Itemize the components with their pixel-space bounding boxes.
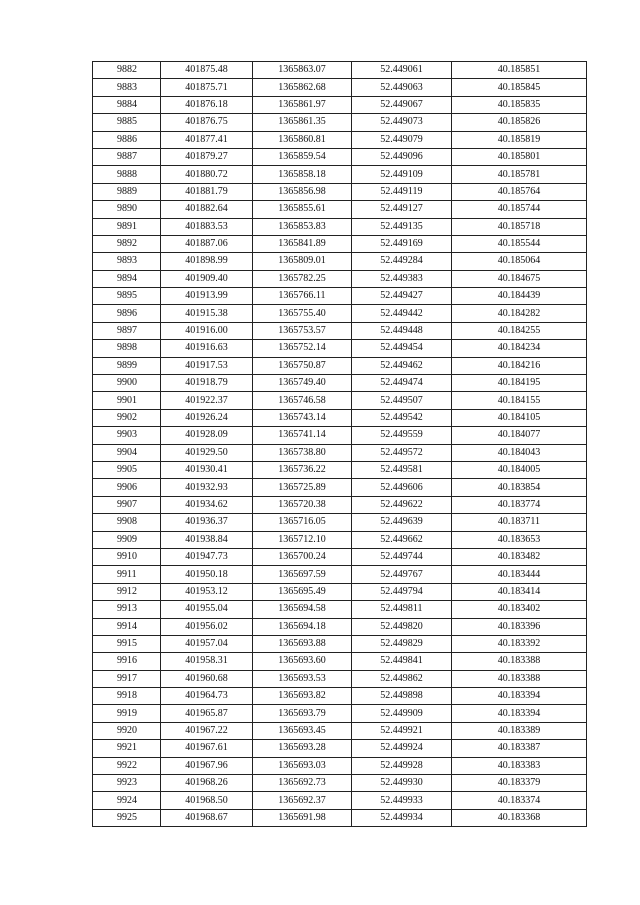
table-row xyxy=(93,601,587,618)
longitude-cell: 40.183482 xyxy=(452,548,587,565)
y-coordinate-cell: 1365855.61 xyxy=(253,201,352,218)
x-coordinate-cell: 401968.26 xyxy=(161,775,253,792)
coordinates-table xyxy=(92,61,587,827)
table-row xyxy=(93,253,587,270)
longitude-cell: 40.183392 xyxy=(452,635,587,652)
longitude-cell: 40.183414 xyxy=(452,583,587,600)
longitude-cell: 40.183653 xyxy=(452,531,587,548)
longitude-cell: 40.183388 xyxy=(452,653,587,670)
y-coordinate-cell: 1365752.14 xyxy=(253,340,352,357)
y-coordinate-cell: 1365738.80 xyxy=(253,444,352,461)
latitude-cell: 52.449794 xyxy=(352,583,452,600)
x-coordinate-cell: 401875.48 xyxy=(161,62,253,79)
table-row xyxy=(93,375,587,392)
longitude-cell: 40.185544 xyxy=(452,235,587,252)
longitude-cell: 40.184234 xyxy=(452,340,587,357)
y-coordinate-cell: 1365693.53 xyxy=(253,670,352,687)
table-row xyxy=(93,201,587,218)
x-coordinate-cell: 401922.37 xyxy=(161,392,253,409)
longitude-cell: 40.184195 xyxy=(452,375,587,392)
table-row xyxy=(93,740,587,757)
y-coordinate-cell: 1365856.98 xyxy=(253,183,352,200)
y-coordinate-cell: 1365693.28 xyxy=(253,740,352,757)
longitude-cell: 40.183388 xyxy=(452,670,587,687)
table-row xyxy=(93,340,587,357)
longitude-cell: 40.183444 xyxy=(452,566,587,583)
point-number-cell: 9887 xyxy=(93,148,161,165)
table-row xyxy=(93,757,587,774)
table-row xyxy=(93,392,587,409)
x-coordinate-cell: 401968.67 xyxy=(161,809,253,826)
point-number-cell: 9891 xyxy=(93,218,161,235)
latitude-cell: 52.449169 xyxy=(352,235,452,252)
point-number-cell: 9885 xyxy=(93,114,161,131)
point-number-cell: 9908 xyxy=(93,514,161,531)
longitude-cell: 40.184216 xyxy=(452,357,587,374)
y-coordinate-cell: 1365693.45 xyxy=(253,722,352,739)
latitude-cell: 52.449061 xyxy=(352,62,452,79)
x-coordinate-cell: 401947.73 xyxy=(161,548,253,565)
latitude-cell: 52.449581 xyxy=(352,461,452,478)
longitude-cell: 40.185764 xyxy=(452,183,587,200)
latitude-cell: 52.449067 xyxy=(352,96,452,113)
table-row xyxy=(93,79,587,96)
table-row xyxy=(93,583,587,600)
table-row xyxy=(93,479,587,496)
latitude-cell: 52.449622 xyxy=(352,496,452,513)
x-coordinate-cell: 401957.04 xyxy=(161,635,253,652)
point-number-cell: 9909 xyxy=(93,531,161,548)
y-coordinate-cell: 1365755.40 xyxy=(253,305,352,322)
y-coordinate-cell: 1365693.88 xyxy=(253,635,352,652)
y-coordinate-cell: 1365863.07 xyxy=(253,62,352,79)
point-number-cell: 9905 xyxy=(93,461,161,478)
longitude-cell: 40.183387 xyxy=(452,740,587,757)
latitude-cell: 52.449542 xyxy=(352,409,452,426)
table-row xyxy=(93,514,587,531)
table-row xyxy=(93,357,587,374)
y-coordinate-cell: 1365861.97 xyxy=(253,96,352,113)
y-coordinate-cell: 1365841.89 xyxy=(253,235,352,252)
point-number-cell: 9916 xyxy=(93,653,161,670)
latitude-cell: 52.449079 xyxy=(352,131,452,148)
longitude-cell: 40.183394 xyxy=(452,705,587,722)
latitude-cell: 52.449924 xyxy=(352,740,452,757)
latitude-cell: 52.449930 xyxy=(352,775,452,792)
longitude-cell: 40.183774 xyxy=(452,496,587,513)
x-coordinate-cell: 401880.72 xyxy=(161,166,253,183)
point-number-cell: 9903 xyxy=(93,427,161,444)
point-number-cell: 9906 xyxy=(93,479,161,496)
table-row xyxy=(93,270,587,287)
table-row xyxy=(93,670,587,687)
table-row xyxy=(93,409,587,426)
point-number-cell: 9889 xyxy=(93,183,161,200)
y-coordinate-cell: 1365859.54 xyxy=(253,148,352,165)
table-row xyxy=(93,444,587,461)
latitude-cell: 52.449559 xyxy=(352,427,452,444)
latitude-cell: 52.449507 xyxy=(352,392,452,409)
point-number-cell: 9919 xyxy=(93,705,161,722)
y-coordinate-cell: 1365712.10 xyxy=(253,531,352,548)
longitude-cell: 40.183394 xyxy=(452,688,587,705)
table-row xyxy=(93,131,587,148)
longitude-cell: 40.185718 xyxy=(452,218,587,235)
x-coordinate-cell: 401934.62 xyxy=(161,496,253,513)
point-number-cell: 9888 xyxy=(93,166,161,183)
point-number-cell: 9897 xyxy=(93,322,161,339)
x-coordinate-cell: 401967.96 xyxy=(161,757,253,774)
y-coordinate-cell: 1365736.22 xyxy=(253,461,352,478)
point-number-cell: 9915 xyxy=(93,635,161,652)
latitude-cell: 52.449841 xyxy=(352,653,452,670)
y-coordinate-cell: 1365700.24 xyxy=(253,548,352,565)
longitude-cell: 40.183383 xyxy=(452,757,587,774)
point-number-cell: 9923 xyxy=(93,775,161,792)
point-number-cell: 9883 xyxy=(93,79,161,96)
longitude-cell: 40.185845 xyxy=(452,79,587,96)
y-coordinate-cell: 1365741.14 xyxy=(253,427,352,444)
longitude-cell: 40.185744 xyxy=(452,201,587,218)
latitude-cell: 52.449921 xyxy=(352,722,452,739)
table-row xyxy=(93,688,587,705)
longitude-cell: 40.183374 xyxy=(452,792,587,809)
x-coordinate-cell: 401967.22 xyxy=(161,722,253,739)
x-coordinate-cell: 401877.41 xyxy=(161,131,253,148)
longitude-cell: 40.185835 xyxy=(452,96,587,113)
y-coordinate-cell: 1365694.18 xyxy=(253,618,352,635)
x-coordinate-cell: 401964.73 xyxy=(161,688,253,705)
latitude-cell: 52.449462 xyxy=(352,357,452,374)
latitude-cell: 52.449606 xyxy=(352,479,452,496)
x-coordinate-cell: 401887.06 xyxy=(161,235,253,252)
point-number-cell: 9886 xyxy=(93,131,161,148)
point-number-cell: 9912 xyxy=(93,583,161,600)
y-coordinate-cell: 1365716.05 xyxy=(253,514,352,531)
point-number-cell: 9922 xyxy=(93,757,161,774)
y-coordinate-cell: 1365862.68 xyxy=(253,79,352,96)
table-row xyxy=(93,322,587,339)
point-number-cell: 9902 xyxy=(93,409,161,426)
latitude-cell: 52.449862 xyxy=(352,670,452,687)
x-coordinate-cell: 401950.18 xyxy=(161,566,253,583)
table-row xyxy=(93,235,587,252)
point-number-cell: 9914 xyxy=(93,618,161,635)
table-row xyxy=(93,166,587,183)
latitude-cell: 52.449109 xyxy=(352,166,452,183)
latitude-cell: 52.449135 xyxy=(352,218,452,235)
y-coordinate-cell: 1365693.79 xyxy=(253,705,352,722)
table-row xyxy=(93,496,587,513)
table-row xyxy=(93,183,587,200)
latitude-cell: 52.449474 xyxy=(352,375,452,392)
longitude-cell: 40.184255 xyxy=(452,322,587,339)
point-number-cell: 9913 xyxy=(93,601,161,618)
x-coordinate-cell: 401967.61 xyxy=(161,740,253,757)
latitude-cell: 52.449383 xyxy=(352,270,452,287)
point-number-cell: 9911 xyxy=(93,566,161,583)
point-number-cell: 9900 xyxy=(93,375,161,392)
point-number-cell: 9895 xyxy=(93,288,161,305)
longitude-cell: 40.185819 xyxy=(452,131,587,148)
point-number-cell: 9920 xyxy=(93,722,161,739)
latitude-cell: 52.449767 xyxy=(352,566,452,583)
latitude-cell: 52.449448 xyxy=(352,322,452,339)
point-number-cell: 9892 xyxy=(93,235,161,252)
point-number-cell: 9894 xyxy=(93,270,161,287)
y-coordinate-cell: 1365853.83 xyxy=(253,218,352,235)
y-coordinate-cell: 1365860.81 xyxy=(253,131,352,148)
table-row xyxy=(93,635,587,652)
point-number-cell: 9917 xyxy=(93,670,161,687)
x-coordinate-cell: 401953.12 xyxy=(161,583,253,600)
table-row xyxy=(93,461,587,478)
table-row xyxy=(93,618,587,635)
table-row xyxy=(93,288,587,305)
point-number-cell: 9924 xyxy=(93,792,161,809)
latitude-cell: 52.449442 xyxy=(352,305,452,322)
y-coordinate-cell: 1365750.87 xyxy=(253,357,352,374)
y-coordinate-cell: 1365693.03 xyxy=(253,757,352,774)
point-number-cell: 9904 xyxy=(93,444,161,461)
x-coordinate-cell: 401883.53 xyxy=(161,218,253,235)
longitude-cell: 40.183389 xyxy=(452,722,587,739)
x-coordinate-cell: 401909.40 xyxy=(161,270,253,287)
table-row xyxy=(93,722,587,739)
point-number-cell: 9910 xyxy=(93,548,161,565)
latitude-cell: 52.449820 xyxy=(352,618,452,635)
x-coordinate-cell: 401875.71 xyxy=(161,79,253,96)
longitude-cell: 40.183379 xyxy=(452,775,587,792)
y-coordinate-cell: 1365693.60 xyxy=(253,653,352,670)
x-coordinate-cell: 401965.87 xyxy=(161,705,253,722)
y-coordinate-cell: 1365693.82 xyxy=(253,688,352,705)
longitude-cell: 40.184675 xyxy=(452,270,587,287)
table-row xyxy=(93,775,587,792)
x-coordinate-cell: 401926.24 xyxy=(161,409,253,426)
latitude-cell: 52.449744 xyxy=(352,548,452,565)
table-row xyxy=(93,62,587,79)
longitude-cell: 40.184005 xyxy=(452,461,587,478)
point-number-cell: 9893 xyxy=(93,253,161,270)
latitude-cell: 52.449572 xyxy=(352,444,452,461)
table-row xyxy=(93,218,587,235)
longitude-cell: 40.185064 xyxy=(452,253,587,270)
latitude-cell: 52.449928 xyxy=(352,757,452,774)
x-coordinate-cell: 401955.04 xyxy=(161,601,253,618)
longitude-cell: 40.183396 xyxy=(452,618,587,635)
table-row xyxy=(93,114,587,131)
longitude-cell: 40.185826 xyxy=(452,114,587,131)
x-coordinate-cell: 401916.00 xyxy=(161,322,253,339)
point-number-cell: 9918 xyxy=(93,688,161,705)
x-coordinate-cell: 401882.64 xyxy=(161,201,253,218)
y-coordinate-cell: 1365725.89 xyxy=(253,479,352,496)
longitude-cell: 40.184043 xyxy=(452,444,587,461)
y-coordinate-cell: 1365692.37 xyxy=(253,792,352,809)
latitude-cell: 52.449454 xyxy=(352,340,452,357)
table-row xyxy=(93,809,587,826)
table-row xyxy=(93,705,587,722)
x-coordinate-cell: 401881.79 xyxy=(161,183,253,200)
latitude-cell: 52.449829 xyxy=(352,635,452,652)
point-number-cell: 9896 xyxy=(93,305,161,322)
point-number-cell: 9890 xyxy=(93,201,161,218)
latitude-cell: 52.449662 xyxy=(352,531,452,548)
point-number-cell: 9899 xyxy=(93,357,161,374)
x-coordinate-cell: 401898.99 xyxy=(161,253,253,270)
point-number-cell: 9907 xyxy=(93,496,161,513)
latitude-cell: 52.449909 xyxy=(352,705,452,722)
longitude-cell: 40.185851 xyxy=(452,62,587,79)
coordinates-table-body xyxy=(93,62,587,827)
table-row xyxy=(93,427,587,444)
y-coordinate-cell: 1365782.25 xyxy=(253,270,352,287)
point-number-cell: 9901 xyxy=(93,392,161,409)
longitude-cell: 40.183854 xyxy=(452,479,587,496)
latitude-cell: 52.449073 xyxy=(352,114,452,131)
latitude-cell: 52.449898 xyxy=(352,688,452,705)
latitude-cell: 52.449427 xyxy=(352,288,452,305)
table-row xyxy=(93,548,587,565)
x-coordinate-cell: 401960.68 xyxy=(161,670,253,687)
y-coordinate-cell: 1365861.35 xyxy=(253,114,352,131)
y-coordinate-cell: 1365753.57 xyxy=(253,322,352,339)
x-coordinate-cell: 401915.38 xyxy=(161,305,253,322)
x-coordinate-cell: 401930.41 xyxy=(161,461,253,478)
y-coordinate-cell: 1365692.73 xyxy=(253,775,352,792)
y-coordinate-cell: 1365691.98 xyxy=(253,809,352,826)
y-coordinate-cell: 1365858.18 xyxy=(253,166,352,183)
longitude-cell: 40.185801 xyxy=(452,148,587,165)
x-coordinate-cell: 401929.50 xyxy=(161,444,253,461)
x-coordinate-cell: 401913.99 xyxy=(161,288,253,305)
longitude-cell: 40.184105 xyxy=(452,409,587,426)
longitude-cell: 40.185781 xyxy=(452,166,587,183)
x-coordinate-cell: 401938.84 xyxy=(161,531,253,548)
x-coordinate-cell: 401956.02 xyxy=(161,618,253,635)
point-number-cell: 9884 xyxy=(93,96,161,113)
longitude-cell: 40.184077 xyxy=(452,427,587,444)
y-coordinate-cell: 1365809.01 xyxy=(253,253,352,270)
y-coordinate-cell: 1365720.38 xyxy=(253,496,352,513)
y-coordinate-cell: 1365697.59 xyxy=(253,566,352,583)
point-number-cell: 9921 xyxy=(93,740,161,757)
latitude-cell: 52.449639 xyxy=(352,514,452,531)
latitude-cell: 52.449119 xyxy=(352,183,452,200)
latitude-cell: 52.449933 xyxy=(352,792,452,809)
table-row xyxy=(93,566,587,583)
table-row xyxy=(93,96,587,113)
x-coordinate-cell: 401916.63 xyxy=(161,340,253,357)
x-coordinate-cell: 401879.27 xyxy=(161,148,253,165)
x-coordinate-cell: 401932.93 xyxy=(161,479,253,496)
x-coordinate-cell: 401928.09 xyxy=(161,427,253,444)
latitude-cell: 52.449096 xyxy=(352,148,452,165)
x-coordinate-cell: 401876.18 xyxy=(161,96,253,113)
table-row xyxy=(93,305,587,322)
longitude-cell: 40.183402 xyxy=(452,601,587,618)
x-coordinate-cell: 401968.50 xyxy=(161,792,253,809)
latitude-cell: 52.449811 xyxy=(352,601,452,618)
x-coordinate-cell: 401876.75 xyxy=(161,114,253,131)
y-coordinate-cell: 1365749.40 xyxy=(253,375,352,392)
y-coordinate-cell: 1365766.11 xyxy=(253,288,352,305)
x-coordinate-cell: 401918.79 xyxy=(161,375,253,392)
point-number-cell: 9898 xyxy=(93,340,161,357)
longitude-cell: 40.184155 xyxy=(452,392,587,409)
table-row xyxy=(93,148,587,165)
longitude-cell: 40.183711 xyxy=(452,514,587,531)
table-row xyxy=(93,531,587,548)
y-coordinate-cell: 1365743.14 xyxy=(253,409,352,426)
x-coordinate-cell: 401917.53 xyxy=(161,357,253,374)
point-number-cell: 9925 xyxy=(93,809,161,826)
latitude-cell: 52.449127 xyxy=(352,201,452,218)
latitude-cell: 52.449934 xyxy=(352,809,452,826)
point-number-cell: 9882 xyxy=(93,62,161,79)
table-row xyxy=(93,792,587,809)
table-row xyxy=(93,653,587,670)
x-coordinate-cell: 401936.37 xyxy=(161,514,253,531)
longitude-cell: 40.184282 xyxy=(452,305,587,322)
longitude-cell: 40.183368 xyxy=(452,809,587,826)
x-coordinate-cell: 401958.31 xyxy=(161,653,253,670)
y-coordinate-cell: 1365694.58 xyxy=(253,601,352,618)
latitude-cell: 52.449284 xyxy=(352,253,452,270)
latitude-cell: 52.449063 xyxy=(352,79,452,96)
y-coordinate-cell: 1365746.58 xyxy=(253,392,352,409)
longitude-cell: 40.184439 xyxy=(452,288,587,305)
y-coordinate-cell: 1365695.49 xyxy=(253,583,352,600)
